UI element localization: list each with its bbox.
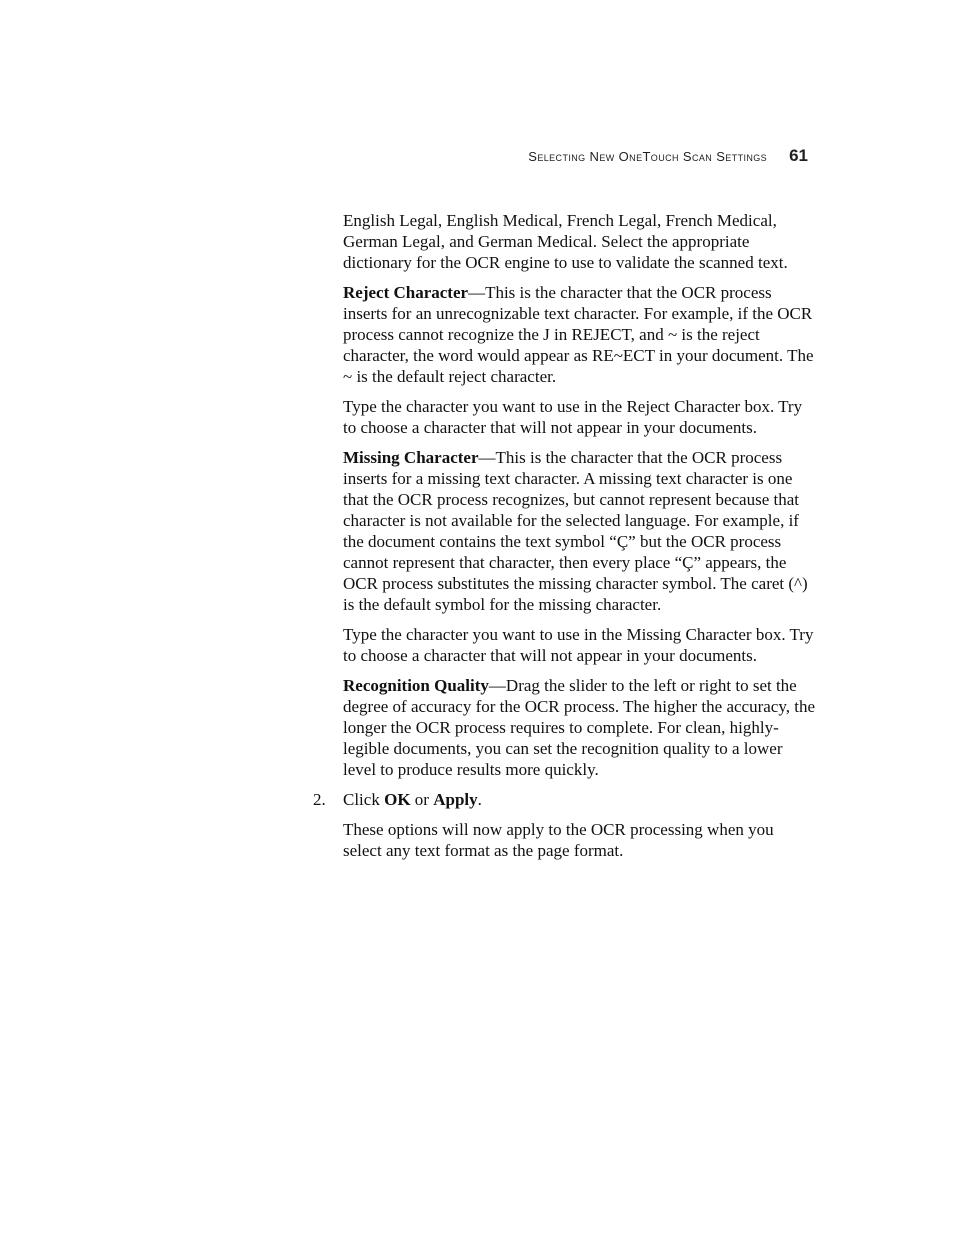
paragraph-missing-instructions: Type the character you want to use in the Missing Character box. Try to choose a character that will not appear in your documents. <box>343 625 814 665</box>
page-number: 61 <box>789 146 808 165</box>
missing-character-description: —This is the character that the OCR process inserts for a missing text character. A missing text character is one that the OCR process recognizes, but cannot represent because that character is not available for the selected language. For example, if the document contains the text symbol “Ç” but the OCR process cannot represent that character, then every place “Ç” appears, the OCR process substitutes the missing character symbol. The caret (^) is the default symbol for the missing character. <box>343 448 808 614</box>
body-text <box>313 210 815 870</box>
running-header <box>528 146 808 166</box>
paragraph-reject-instructions: Type the character you want to use in the Reject Character box. Try to choose a character that will not appear in your documents. <box>343 397 803 437</box>
paragraph-recognition-quality <box>343 675 815 780</box>
step-number: 2. <box>313 790 326 809</box>
paragraph-dictionary: English Legal, English Medical, French Legal, French Medical, German Legal, and German Medical. Select the appropriate dictionary for the OCR engine to use to validate the scanned text. <box>343 211 788 272</box>
term-recognition-quality: Recognition Quality <box>343 676 489 695</box>
paragraph-closing: These options will now apply to the OCR processing when you select any text format as the page format. <box>343 820 774 860</box>
ok-label: OK <box>384 790 411 809</box>
step-prefix: Click <box>343 790 385 809</box>
recognition-quality-description: —Drag the slider to the left or right to set the degree of accuracy for the OCR process. The higher the accuracy, the longer the OCR process requires to complete. For clean, highly-legible documents, you can set the recognition quality to a lower level to produce results more quickly. <box>343 676 815 779</box>
term-missing-character: Missing Character <box>343 448 479 467</box>
term-reject-character: Reject Character <box>343 283 469 302</box>
paragraph-reject-character <box>343 282 815 387</box>
step-period: . <box>477 790 482 809</box>
apply-label: Apply <box>433 790 478 809</box>
header-title: Selecting New OneTouch Scan Settings <box>528 149 768 164</box>
step-2 <box>313 789 815 810</box>
step-or: or <box>410 790 434 809</box>
reject-character-description: —This is the character that the OCR process inserts for an unrecognizable text character. For example, if the OCR process cannot recognize the J in REJECT, and ~ is the reject character, the word would appear as RE~ECT in your document. The ~ is the default reject character. <box>343 283 814 386</box>
paragraph-missing-character <box>343 447 815 615</box>
